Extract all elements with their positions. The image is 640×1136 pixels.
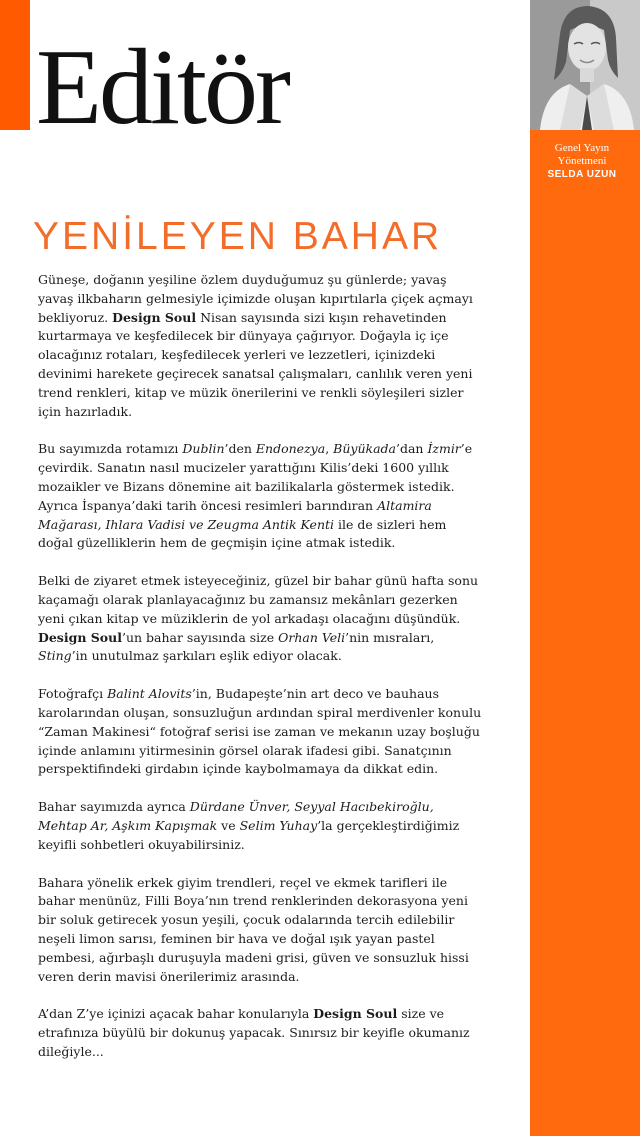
left-accent-bar [0,0,30,130]
editor-portrait-icon [530,0,640,130]
paragraph-5 [38,798,484,854]
text-run: ’e çevirdik. Sanatın nasıl mucizeler yarattığını Kilis’deki 1600 yıllık mozaikler ve Bizans dönemine ait bazilikalarla göstermek istedik. Ayrıca İspanya’daki tarih öncesi resimleri barındıran [38,441,473,513]
text-run: ’dan [395,441,428,457]
paragraph-3 [38,572,484,666]
person-names: Dürdane Ünver, Seyyal Hacıbekiroğlu, Mehtap Ar, Aşkım Kapışmak [38,799,434,833]
article-headline: YENİLEYEN BAHAR [33,215,443,258]
person-name: Selim Yuhay [239,817,318,833]
paragraph-1 [38,271,484,421]
text-run: Güneşe, doğanın yeşiline özlem duyduğumuz şu günlerde; yavaş yavaş ilkbaharın gelmesiyle içimizde oluşan kıpırtılarla çiçek açmayı bekliyoruz. [38,272,473,325]
paragraph-2 [38,440,484,553]
text-run: ile de sizleri hem doğal güzelliklerin hem de geçmişin içine atmak istedik. [38,516,447,551]
text-run: A’dan Z’ye içinizi açacak bahar konularıyla [38,1006,314,1022]
text-run: ’un bahar sayısında size [121,629,279,645]
text-run: ’den [224,441,256,457]
text-run: ’in, Budapeşte’nin art deco ve bauhaus karolarından oluşan, sonsuzluğun ardından spiral merdivenler konulu “Zaman Makinesi“ fotoğraf serisi ise zaman ve mekanın uzay boşluğu içinde anlamını yitirmesinin görsel olarak ifadesi gibi. Sanatçının perspektifindeki girdabın içinde kaybolmamaya da dikkat edin. [38,686,482,777]
text-run: Belki de ziyaret etmek isteyeceğiniz, güzel bir bahar günü hafta sonu kaçamağı olarak planlayacağınız bu zamansız mekânları gezerken yeni çıkan kitap ve müziklerin de yol arkadaşı olacağını düşündük. [38,573,479,626]
text-run: Bu sayımızda rotamızı [38,441,183,457]
text-run: size ve etrafınıza büyülü bir dokunuş yapacak. Sınırsız bir keyifle okumanız dileğiyle... [38,1006,470,1059]
place-name: Büyükada [333,441,396,457]
person-name: Balint Alovits [107,686,192,702]
editor-name: SELDA UZUN [547,169,617,180]
text-run: ve [217,817,240,833]
paragraph-4 [38,685,484,779]
text-run: ’in unutulmaz şarkıları eşlik ediyor olacak. [71,648,342,664]
editor-sidebar [530,0,640,1136]
person-name: Orhan Veli [278,629,346,645]
text-run: Fotoğrafçı [38,686,108,702]
masthead-title: Editör [36,28,288,147]
text-run: ’nin mısraları, [345,629,435,645]
article-body [38,271,484,1081]
place-name: İzmir [427,441,461,457]
paragraph-7 [38,1005,484,1061]
text-run: Nisan sayısında sizi kışın rehavetinden kurtarmaya ve keşfedilecek bir dünyaya çağırıyor. Doğayla iç içe olacağınız rotaları, keşfedilecek yerleri ve lezzetleri, içinizdeki devinimi harekete geçirecek sanatsal çalışmaları, canlılık veren yeni trend renkleri, kitap ve müzik önerilerini ve renkli söyleşileri sizler için hazırladık. [38,309,473,419]
editor-role: Genel Yayın Yönetmeni [554,142,610,167]
paragraph-6 [38,874,484,987]
text-run: ’la gerçekleştirdiğimiz keyifli sohbetleri okuyabilirsiniz. [38,817,460,852]
text-run: Bahara yönelik erkek giyim trendleri, reçel ve ekmek tarifleri ile bahar menünüz, Filli Boya’nın trend renklerinden dekorasyona yeni bir soluk getirecek yosun yeşili, çocuk odalarında tercih edilebilir neşeli limon sarısı, feminen bir hava ve doğal ışık yayan pastel pembesi, ağırbaşlı duruşuyla madeni grisi, güven ve sonsuzluk hissi veren derin mavisi önerilerimiz arasında. [38,874,469,984]
brand-name: Design Soul [313,1006,398,1022]
brand-name: Design Soul [112,309,197,325]
text-run: Bahar sayımızda ayrıca [38,799,190,815]
place-name: Altamira Mağarası, Ihlara Vadisi ve Zeugma Antik Kenti [38,497,432,532]
brand-name: Design Soul [38,629,122,645]
person-name: Sting [38,648,72,664]
text-run: , [325,441,334,457]
place-name: Dublin [182,441,225,457]
place-name: Endonezya [255,441,326,457]
